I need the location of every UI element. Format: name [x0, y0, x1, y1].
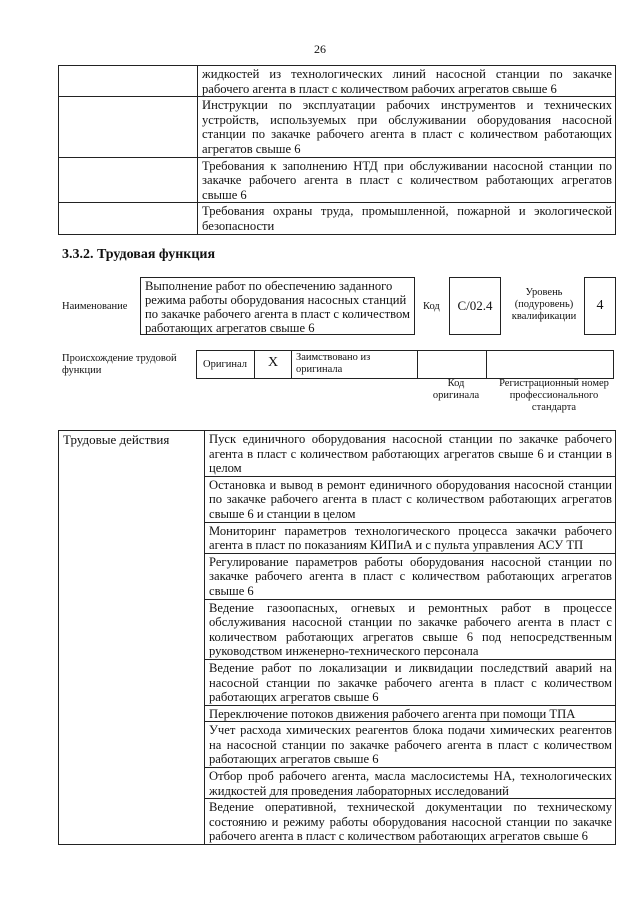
reg-number-cell	[486, 350, 614, 379]
labor-action-item: Ведение работ по локализации и ликвидации последствий аварий на насосной станции по закачке рабочего агента в пласт с количеством работающих агрегатов свыше 6	[205, 659, 616, 705]
table-row	[59, 431, 616, 477]
knowledge-item: Требования к заполнению НТД при обслуживании насосной станции по закачке рабочего агента в пласт с количеством работающих агрегатов свыше 6	[198, 157, 616, 203]
labor-action-item: Пуск единичного оборудования насосной станции по закачке рабочего агента в пласт с количеством работающих агрегатов свыше 6 и станции в целом	[205, 431, 616, 477]
original-cell: Оригинал	[196, 350, 255, 379]
labor-action-item: Регулирование параметров работы оборудования насосной станции по закачке рабочего агента в пласт с количеством работающих агрегатов свыше 6	[205, 553, 616, 599]
labor-action-item: Мониторинг параметров технологического процесса закачки рабочего агента в пласт по показаниям КИПиА и с пульта управления АСУ ТП	[205, 522, 616, 553]
knowledge-item: Инструкции по эксплуатации рабочих инструментов и технических устройств, используемых при обслуживании оборудования насосной станции по закачке рабочего агента в пласт с количеством работающих агрегатов свыше 6	[198, 97, 616, 157]
knowledge-table-continued	[58, 65, 616, 235]
labor-action-item: Отбор проб рабочего агента, масла маслосистемы НА, технологических жидкостей для проведения лабораторных исследований	[205, 768, 616, 799]
knowledge-item: жидкостей из технологических линий насосной станции по закачке рабочего агента в пласт с количеством рабочих агрегатов свыше 6	[198, 66, 616, 97]
page-number: 26	[314, 42, 326, 56]
code-label: Код	[423, 301, 440, 312]
qualification-level-label: Уровень (подуровень) квалификации	[511, 287, 577, 322]
function-name-box: Выполнение работ по обеспечению заданного режима работы оборудования насосных станций по закачке рабочего агента в пласт с количеством работающих агрегатов свыше 6	[140, 277, 415, 335]
name-label: Наименование	[62, 301, 128, 312]
table-row	[59, 66, 616, 97]
labor-actions-label: Трудовые действия	[59, 431, 205, 845]
labor-action-item: Остановка и вывод в ремонт единичного оборудования насосной станции по закачке рабочего агента в пласт с количеством работающих агрегатов свыше 6 и станции в целом	[205, 476, 616, 522]
reg-number-caption: Регистрационный номер профессионального стандарта	[499, 378, 609, 413]
labor-action-item: Учет расхода химических реагентов блока подачи химических реагентов на насосной станции по закачке рабочего агента в пласт с количеством работающих агрегатов свыше 6	[205, 722, 616, 768]
origin-label: Происхождение трудовой функции	[62, 353, 177, 376]
table-row	[59, 97, 616, 157]
table-row	[59, 203, 616, 234]
labor-action-item: Переключение потоков движения рабочего агента при помощи ТПА	[205, 705, 616, 722]
empty-label-cell	[59, 66, 198, 97]
qualification-level-box: 4	[584, 277, 616, 335]
empty-label-cell	[59, 97, 198, 157]
empty-label-cell	[59, 203, 198, 234]
labor-action-item: Ведение газоопасных, огневых и ремонтных работ в процессе обслуживания насосной станции по закачке рабочего агента в пласт с количеством работающих агрегатов свыше 6 под непосредственным руководством инженерно-технического персонала	[205, 599, 616, 659]
code-original-caption: Код оригинала	[432, 378, 480, 401]
section-heading: 3.3.2. Трудовая функция	[62, 247, 216, 262]
function-code-box: C/02.4	[449, 277, 501, 335]
original-code-cell	[417, 350, 487, 379]
table-row	[59, 157, 616, 203]
original-mark: X	[254, 350, 292, 379]
origin-row	[196, 350, 614, 379]
borrowed-cell: Заимствовано из оригинала	[291, 350, 418, 379]
empty-label-cell	[59, 157, 198, 203]
knowledge-item: Требования охраны труда, промышленной, пожарной и экологической безопасности	[198, 203, 616, 234]
labor-actions-table	[58, 430, 616, 845]
labor-action-item: Ведение оперативной, технической документации по техническому состоянию и режиму работы оборудования насосной станции по закачке рабочего агента в пласт с количеством работающих агрегатов свыше 6	[205, 799, 616, 845]
